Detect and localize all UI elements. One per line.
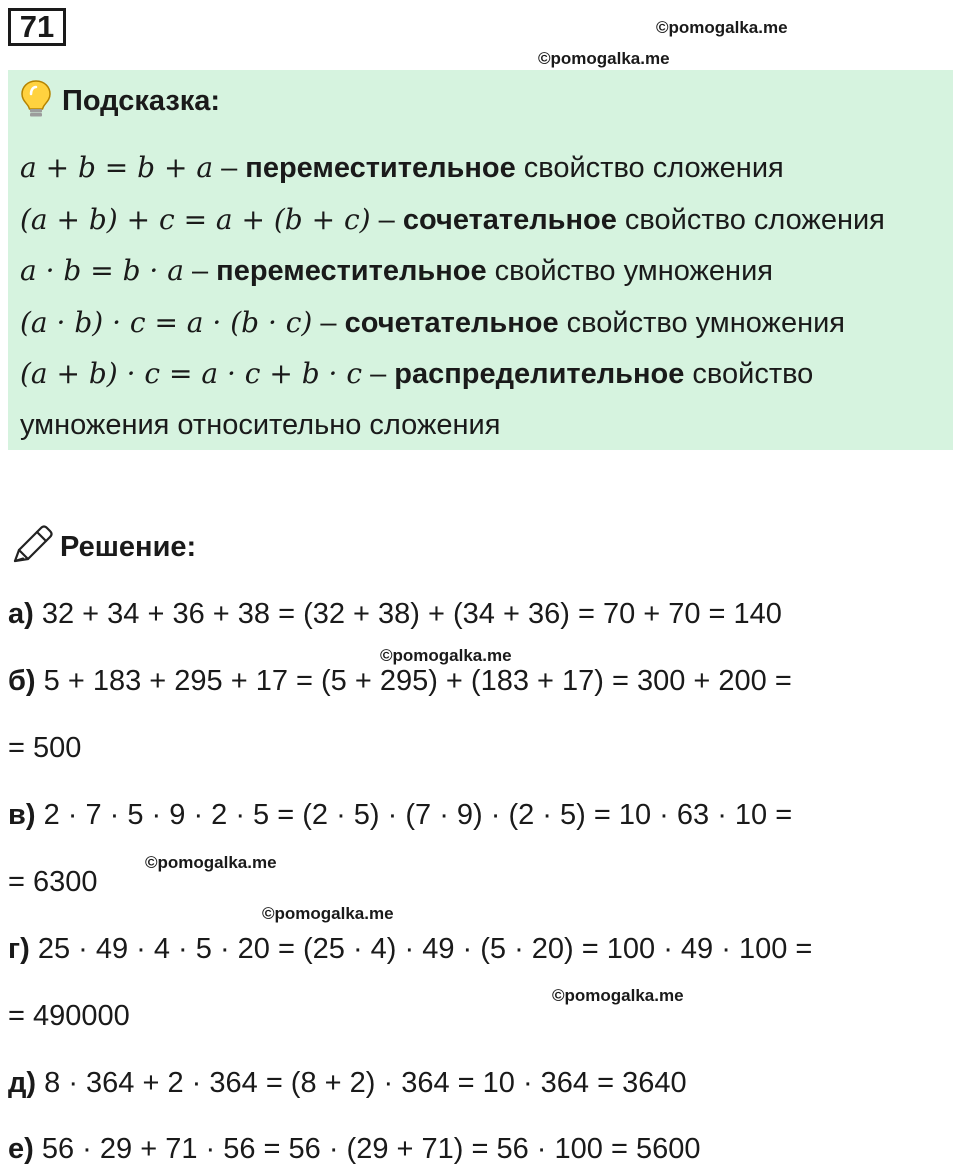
- hint-line: [20, 348, 949, 400]
- pencil-icon: [10, 524, 54, 571]
- formula: a · b = b · a: [20, 254, 184, 287]
- property-text: свойство сложения: [624, 203, 885, 236]
- dash: –: [378, 203, 395, 236]
- solution-header: [10, 522, 196, 572]
- item-text: 56 · 29 + 71 · 56 = 56 · (29 + 71) = 56 · 100 = 5600: [41, 1133, 701, 1165]
- property-name: переместительное: [216, 255, 487, 287]
- solution-line: [8, 996, 130, 1036]
- solution-line: [8, 929, 812, 969]
- item-text: 32 + 34 + 36 + 38 = (32 + 38) + (34 + 36) = 70 + 70 = 140: [41, 598, 782, 630]
- problem-number: 71: [8, 8, 66, 46]
- property-text: свойство умножения: [566, 306, 846, 339]
- item-label: в): [8, 799, 36, 831]
- hint-line: [20, 142, 949, 194]
- property-text: свойство умножения: [494, 255, 773, 287]
- property-name: сочетательное: [344, 306, 559, 339]
- watermark: ©pomogalka.me: [145, 853, 277, 872]
- property-text: свойство: [692, 358, 814, 390]
- item-label: д): [8, 1067, 37, 1099]
- dash: –: [191, 255, 209, 287]
- hint-lines: [20, 142, 949, 451]
- formula: (a + b) + c = a + (b + c): [20, 202, 371, 236]
- watermark: ©pomogalka.me: [538, 49, 670, 68]
- hint-header: [20, 80, 220, 122]
- item-text: = 6300: [8, 866, 98, 898]
- item-text: 2 · 7 · 5 · 9 · 2 · 5 = (2 · 5) · (7 · 9) · (2 · 5) = 10 · 63 · 10 =: [43, 799, 793, 831]
- lightbulb-icon: [20, 79, 52, 124]
- formula: (a + b) · c = a · c + b · c: [20, 357, 363, 390]
- watermark: ©pomogalka.me: [262, 904, 394, 923]
- item-text: 25 · 49 · 4 · 5 · 20 = (25 · 4) · 49 · (5 · 20) = 100 · 49 · 100 =: [37, 933, 813, 965]
- formula: (a · b) · c = a · (b · c): [20, 305, 313, 339]
- item-label: е): [8, 1133, 34, 1165]
- hint-box: [8, 70, 953, 450]
- property-name: переместительное: [245, 152, 516, 184]
- property-text: свойство сложения: [523, 152, 784, 184]
- item-text: 8 · 364 + 2 · 364 = (8 + 2) · 364 = 10 · 364 = 3640: [44, 1067, 687, 1099]
- hint-title: Подсказка:: [62, 84, 221, 117]
- watermark: ©pomogalka.me: [552, 986, 684, 1005]
- hint-line: [20, 400, 949, 452]
- formula: a + b = b + a: [20, 151, 214, 184]
- solution-line: [8, 728, 81, 768]
- property-name: распределительное: [394, 358, 685, 390]
- dash: –: [320, 306, 337, 339]
- property-name: сочетательное: [402, 203, 617, 236]
- item-text: = 490000: [8, 1000, 130, 1032]
- dash: –: [221, 152, 238, 184]
- hint-line: [20, 245, 949, 297]
- item-text: = 500: [8, 732, 82, 764]
- item-label: б): [8, 665, 36, 697]
- hint-line: [20, 297, 949, 349]
- solution-line: [8, 661, 792, 701]
- watermark: ©pomogalka.me: [656, 18, 788, 37]
- solution-line: [8, 594, 782, 634]
- solution-line: [8, 795, 792, 835]
- solution-line: [8, 862, 98, 902]
- item-text: 5 + 183 + 295 + 17 = (5 + 295) + (183 + 17) = 300 + 200 =: [43, 665, 792, 697]
- hint-line: [20, 194, 949, 246]
- solution-line: [8, 1063, 687, 1103]
- solution-line: [8, 1129, 700, 1169]
- item-label: а): [8, 598, 34, 630]
- dash: –: [370, 358, 387, 390]
- property-text: умножения относительно сложения: [20, 408, 501, 441]
- watermark: ©pomogalka.me: [380, 646, 512, 665]
- item-label: г): [8, 933, 30, 965]
- solution-title: Решение:: [60, 530, 197, 563]
